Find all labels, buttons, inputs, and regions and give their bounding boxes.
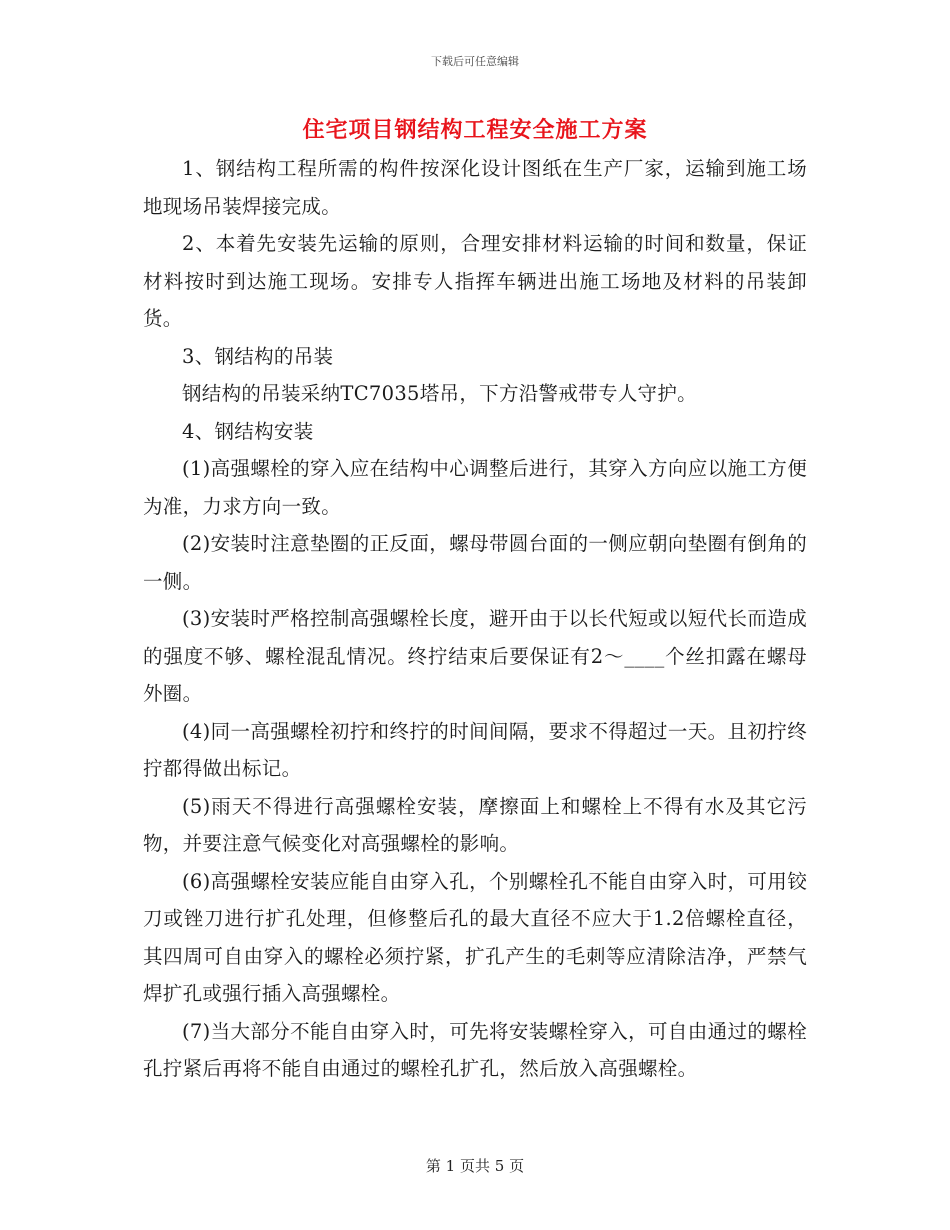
section-heading-3: 3、钢结构的吊装 bbox=[182, 344, 334, 368]
list-item-1: (1)高强螺栓的穿入应在结构中心调整后进行，其穿入方向应以施工方便为准，力求方向一致。 bbox=[143, 457, 807, 518]
list-item-6: (6)高强螺栓安装应能自由穿入孔，个别螺栓孔不能自由穿入时，可用铰刀或锉刀进行扩孔处理，但修整后孔的最大直径不应大于1.2倍螺栓直径，其四周可自由穿入的螺栓必须拧紧，扩孔产生的毛刺等应清除洁净，严禁气焊扩孔或强行插入高强螺栓。 bbox=[143, 869, 807, 1005]
document-body bbox=[143, 150, 807, 1088]
list-item-3: (3)安装时严格控制高强螺栓长度，避开由于以长代短或以短代长而造成的强度不够、螺栓混乱情况。终拧结束后要保证有2～____个丝扣露在螺母外圈。 bbox=[143, 607, 807, 705]
section-heading-4: 4、钢结构安装 bbox=[182, 419, 314, 443]
list-item-2: (2)安装时注意垫圈的正反面，螺母带圆台面的一侧应朝向垫圈有倒角的一侧。 bbox=[143, 532, 807, 593]
list-item-7: (7)当大部分不能自由穿入时，可先将安装螺栓穿入，可自由通过的螺栓孔拧紧后再将不能自由通过的螺栓孔扩孔，然后放入高强螺栓。 bbox=[143, 1019, 807, 1080]
paragraph-2: 2、本着先安装先运输的原则，合理安排材料运输的时间和数量，保证材料按时到达施工现场。安排专人指挥车辆进出施工场地及材料的吊装卸货。 bbox=[143, 232, 807, 330]
page-footer: 第 1 页共 5 页 bbox=[425, 1157, 525, 1175]
page-header: 下载后可任意编辑 bbox=[431, 55, 519, 68]
document-title: 住宅项目钢结构工程安全施工方案 bbox=[302, 117, 648, 143]
list-item-5: (5)雨天不得进行高强螺栓安装，摩擦面上和螺栓上不得有水及其它污物，并要注意气候变化对高强螺栓的影响。 bbox=[143, 794, 807, 855]
paragraph-3-body: 钢结构的吊装采纳TC7035塔吊，下方沿警戒带专人守护。 bbox=[182, 382, 697, 405]
list-item-4: (4)同一高强螺栓初拧和终拧的时间间隔，要求不得超过一天。且初拧终拧都得做出标记。 bbox=[143, 719, 807, 780]
paragraph-1: 1、钢结构工程所需的构件按深化设计图纸在生产厂家，运输到施工场地现场吊装焊接完成。 bbox=[143, 157, 807, 218]
